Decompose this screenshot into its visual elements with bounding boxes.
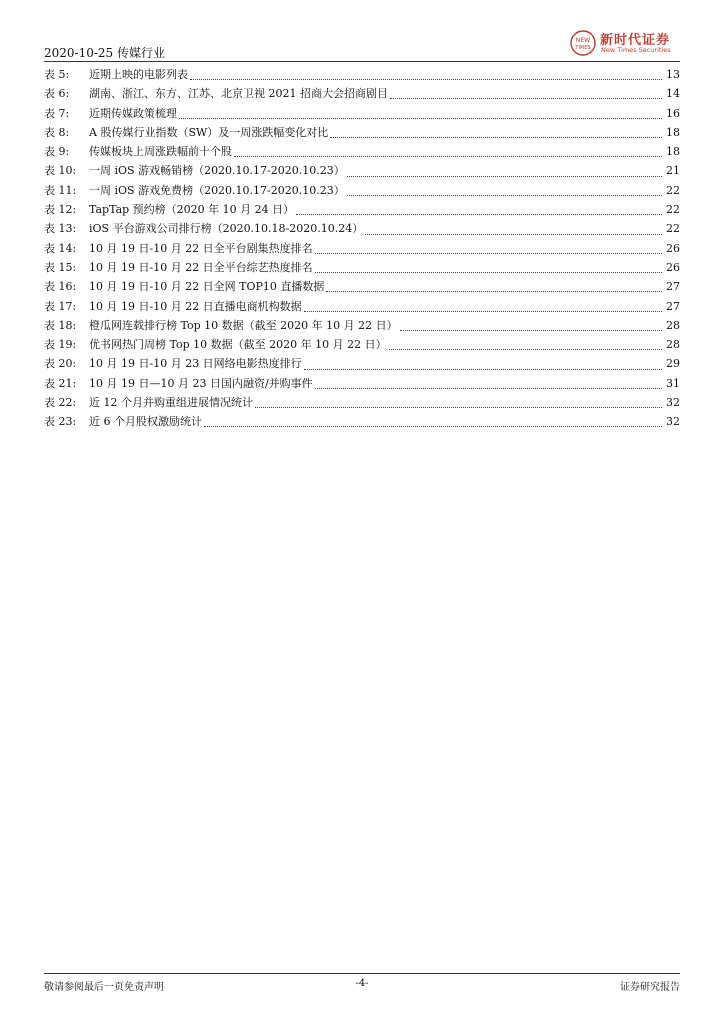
toc-entry-number: 表 21: (44, 376, 77, 390)
toc-entry-title: 近期上映的电影列表 (89, 68, 188, 81)
toc-entry-page: 22 (666, 203, 680, 217)
toc-entry[interactable] (44, 85, 680, 104)
toc-entry[interactable] (44, 336, 680, 355)
logo-english-name: New Times Securities (601, 46, 671, 54)
toc-entry[interactable] (44, 162, 680, 181)
toc-entry-title: 近 12 个月并购重组进展情况统计 (89, 396, 253, 410)
toc-entry-page: 26 (666, 260, 680, 274)
toc-leader-dots (315, 272, 662, 273)
toc-leader-dots (255, 407, 662, 408)
toc-entry-number: 表 12: (44, 203, 77, 217)
toc-leader-dots (204, 426, 662, 427)
toc-entry-page: 16 (666, 106, 680, 120)
toc-entry-title: 10 月 19 日-10 月 22 日全网 TOP10 直播数据 (89, 280, 325, 294)
toc-entry-title: 10 月 19 日-10 月 22 日直播电商机构数据 (89, 299, 302, 313)
toc-entry-title: 10 月 19 日—10 月 23 日国内融资/并购事件 (89, 376, 313, 390)
toc-entry-number: 表 10: (44, 164, 77, 178)
header-divider (44, 61, 680, 62)
toc-entry-page: 28 (666, 338, 680, 352)
toc-entry[interactable] (44, 220, 680, 239)
toc-leader-dots (304, 369, 662, 370)
footer-divider (44, 973, 680, 974)
toc-leader-dots (304, 311, 662, 312)
toc-entry[interactable] (44, 317, 680, 336)
toc-entry-title: A 股传媒行业指数（SW）及一周涨跌幅变化对比 (89, 125, 329, 139)
toc-entry-number: 表 15: (44, 260, 77, 274)
toc-leader-dots (347, 176, 662, 177)
toc-entry-title: 湖南、浙江、东方、江苏、北京卫视 2021 招商大会招商剧目 (89, 87, 388, 101)
toc-leader-dots (315, 253, 662, 254)
toc-entry-title: 一周 iOS 游戏免费榜（2020.10.17-2020.10.23） (89, 183, 345, 197)
toc-entry[interactable] (44, 105, 680, 124)
toc-entry-number: 表 23: (44, 415, 77, 429)
logo-mark-bottom: TIMES (575, 45, 591, 51)
toc-entry-number: 表 7: (44, 106, 70, 120)
toc-entry-title: 10 月 19 日-10 月 22 日全平台剧集热度排名 (89, 241, 313, 255)
toc-leader-dots (347, 195, 662, 196)
toc-entry-number: 表 5: (44, 68, 70, 81)
toc-entry-title: TapTap 预约榜（2020 年 10 月 24 日） (89, 203, 295, 217)
toc-entry-title: 传媒板块上周涨跌幅前十个股 (89, 145, 232, 159)
toc-entry-title: 10 月 19 日-10 月 22 日全平台综艺热度排名 (89, 260, 313, 274)
toc-leader-dots (234, 156, 662, 157)
toc-entry-page: 27 (666, 299, 680, 313)
toc-entry-title: 橙瓜网连载排行榜 Top 10 数据（截至 2020 年 10 月 22 日） (89, 318, 398, 332)
toc-entry-number: 表 13: (44, 222, 77, 236)
toc-entry-number: 表 11: (44, 183, 77, 197)
toc-entry[interactable] (44, 124, 680, 143)
logo-chinese-name: 新时代证券 (600, 33, 671, 48)
toc-entry-number: 表 20: (44, 357, 77, 371)
toc-entry-page: 13 (666, 68, 680, 81)
toc-entry-number: 表 18: (44, 318, 77, 332)
toc-entry[interactable] (44, 355, 680, 374)
toc-entry-title: 近期传媒政策梳理 (89, 106, 177, 120)
toc-entry[interactable] (44, 394, 680, 413)
toc-leader-dots (390, 98, 662, 99)
toc-entry[interactable] (44, 278, 680, 297)
toc-entry-page: 32 (666, 396, 680, 410)
toc-entry[interactable] (44, 182, 680, 201)
toc-entry-page: 21 (666, 164, 680, 178)
toc-entry-page: 18 (666, 125, 680, 139)
toc-entry[interactable] (44, 240, 680, 259)
page-number: -4- (355, 978, 369, 989)
toc-entry-page: 27 (666, 280, 680, 294)
toc-entry-title: 一周 iOS 游戏畅销榜（2020.10.17-2020.10.23） (89, 164, 345, 178)
toc-entry-number: 表 8: (44, 125, 70, 139)
toc-entry[interactable] (44, 375, 680, 394)
toc-entry-page: 31 (666, 376, 680, 390)
toc-entry-page: 26 (666, 241, 680, 255)
toc-entry[interactable] (44, 298, 680, 317)
toc-entry-number: 表 9: (44, 145, 70, 159)
toc-leader-dots (330, 137, 662, 138)
toc-entry-page: 22 (666, 222, 680, 236)
table-of-tables (44, 66, 680, 433)
toc-entry[interactable] (44, 201, 680, 220)
toc-entry-number: 表 22: (44, 396, 77, 410)
toc-entry-page: 18 (666, 145, 680, 159)
logo-mark-top: NEW (575, 37, 591, 44)
toc-entry[interactable] (44, 259, 680, 278)
toc-leader-dots (365, 234, 662, 235)
toc-entry-title: 近 6 个月股权激励统计 (89, 415, 202, 429)
toc-entry[interactable] (44, 413, 680, 432)
logo-mark-icon (570, 30, 596, 56)
toc-leader-dots (179, 118, 662, 119)
company-logo (540, 28, 680, 58)
toc-entry-title: 优书网热门周榜 Top 10 数据（截至 2020 年 10 月 22 日） (89, 338, 387, 352)
report-date-sector: 2020-10-25 传媒行业 (44, 46, 166, 60)
toc-entry-page: 28 (666, 318, 680, 332)
toc-entry-number: 表 17: (44, 299, 77, 313)
report-type: 证券研究报告 (620, 982, 680, 993)
toc-entry-number: 表 14: (44, 241, 77, 255)
toc-entry-number: 表 6: (44, 87, 70, 101)
toc-leader-dots (400, 330, 662, 331)
toc-entry-title: 10 月 19 日-10 月 23 日网络电影热度排行 (89, 357, 302, 371)
toc-entry-page: 29 (666, 357, 680, 371)
toc-entry-page: 22 (666, 183, 680, 197)
toc-entry-page: 14 (666, 87, 680, 101)
toc-leader-dots (296, 214, 662, 215)
toc-leader-dots (389, 349, 662, 350)
toc-entry[interactable] (44, 66, 680, 85)
toc-leader-dots (190, 79, 662, 80)
toc-leader-dots (326, 291, 662, 292)
disclaimer-note: 敬请参阅最后一页免责声明 (44, 982, 164, 993)
toc-leader-dots (315, 388, 662, 389)
toc-entry-page: 32 (666, 415, 680, 429)
toc-entry-number: 表 19: (44, 338, 77, 352)
toc-entry-title: iOS 平台游戏公司排行榜（2020.10.18-2020.10.24） (89, 222, 364, 236)
toc-entry[interactable] (44, 143, 680, 162)
toc-entry-number: 表 16: (44, 280, 77, 294)
page-header (44, 28, 680, 58)
